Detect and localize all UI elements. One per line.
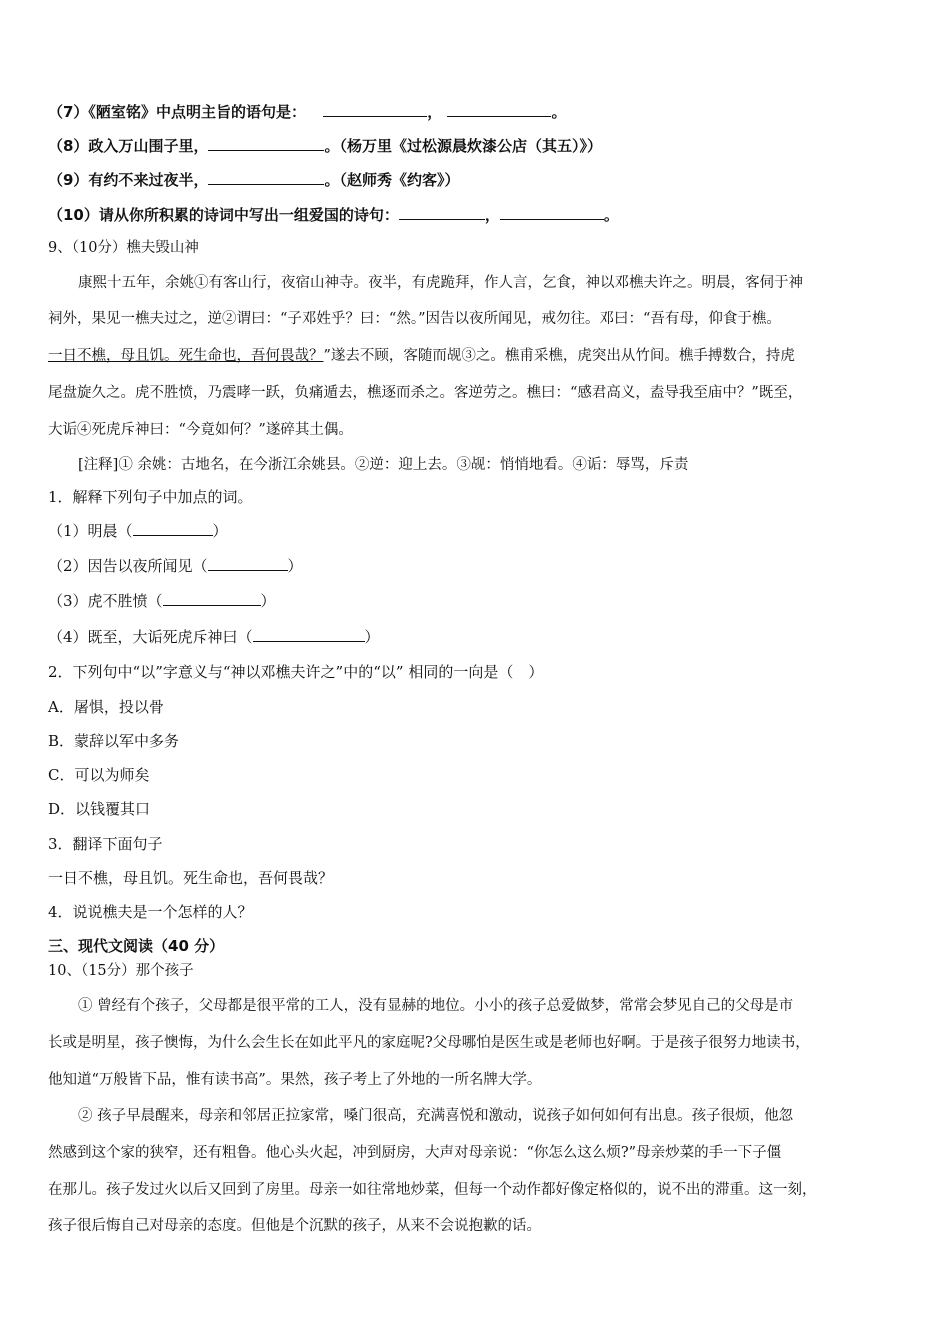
sub-question-3-title: 3．翻译下面句子 <box>48 835 163 853</box>
sub-question-1-item: （1）明晨（ ） <box>48 522 228 540</box>
question-8-label: （8）政入万山围子里， <box>48 137 209 155</box>
passage-line: 然感到这个家的狭窄，还有粗鲁。他心头火起，冲到厨房，大声对母亲说：“你怎么这么烦?”母亲炒菜的手一下子僵 <box>48 1145 782 1161</box>
separator: ， <box>484 206 500 224</box>
passage-line: 他知道“万般皆下品，惟有读书高”。果然，孩子考上了外地的一所名牌大学。 <box>48 1072 542 1088</box>
sub-question-4-title: 4．说说樵夫是一个怎样的人？ <box>48 903 253 921</box>
answer-blank[interactable] <box>447 102 551 117</box>
answer-blank[interactable] <box>208 136 324 151</box>
passage-line: 尾盘旋久之。虎不胜愤，乃震哮一跃，负痛遁去，樵逐而杀之。客逆劳之。樵曰：“感君高义，盍导我至庙中？”既至， <box>48 385 803 401</box>
sub-question-1-item: （3）虎不胜愤（ ） <box>48 592 276 610</box>
answer-blank[interactable] <box>208 556 288 571</box>
passage-line: ② 孩子早晨醒来，母亲和邻居正拉家常，嗓门很高，充满喜悦和激动，说孩子如何如何有出息。孩子很烦，他忽 <box>78 1108 794 1124</box>
sub-question-1-title: 1．解释下列句子中加点的词。 <box>48 488 253 506</box>
passage-line <box>48 346 795 366</box>
sub-question-1-item: （2）因告以夜所闻见（ ） <box>48 557 303 575</box>
question-10 <box>48 205 619 225</box>
answer-blank[interactable] <box>323 102 427 117</box>
option-d[interactable]: D．以钱覆其口 <box>48 800 151 818</box>
question-7 <box>48 102 566 122</box>
question-8 <box>48 136 602 156</box>
passage-line: ① 曾经有个孩子，父母都是很平常的工人，没有显赫的地位。小小的孩子总爱做梦，常常会梦见自己的父母是市 <box>78 998 794 1014</box>
annotation-note: [注释]① 余姚：古地名，在今浙江余姚县。②逆：迎上去。③觇：悄悄地看。④诟：辱骂，斥责 <box>78 457 689 473</box>
q10-heading: 10、（15分）那个孩子 <box>48 963 194 979</box>
section-3-heading: 三、现代文阅读（40 分） <box>48 937 225 955</box>
sub-question-2-title: 2．下列句中“以”字意义与“神以邓樵夫许之”中的“以” 相同的一向是（ ） <box>48 663 544 681</box>
answer-blank[interactable] <box>163 591 261 606</box>
option-c[interactable]: C．可以为师矣 <box>48 766 150 784</box>
passage-line: 康熙十五年，余姚①有客山行，夜宿山神寺。夜半，有虎跪拜，作人言，乞食，神以邓樵夫许之。明晨，客伺于神 <box>78 275 803 291</box>
question-9 <box>48 170 459 190</box>
sub-question-3-sentence: 一日不樵，母且饥。死生命也，吾何畏哉？ <box>48 869 334 887</box>
separator: ， <box>427 103 443 121</box>
question-10-label: （10）请从你所积累的诗词中写出一组爱国的诗句： <box>48 206 399 224</box>
question-9-source: 。（赵师秀《约客》） <box>324 171 460 189</box>
question-7-label: （7）《陋室铭》中点明主旨的语句是： <box>48 103 306 121</box>
answer-blank[interactable] <box>253 627 365 642</box>
q9-heading: 9、（10分）樵夫毁山神 <box>48 240 199 256</box>
passage-line: 在那儿。孩子发过火以后又回到了房里。母亲一如往常地炒菜，但每一个动作都好像定格似的，说不出的滞重。这一刻， <box>48 1182 817 1198</box>
end-punct: 。 <box>603 206 619 224</box>
end-punct: 。 <box>551 103 567 121</box>
question-8-source: 。（杨万里《过松源晨炊漆公店（其五）》） <box>324 137 602 155</box>
sub-question-1-item: （4）既至，大诟死虎斥神曰（ ） <box>48 628 380 646</box>
answer-blank[interactable] <box>133 521 213 536</box>
passage-line: 祠外，果见一樵夫过之，逆②谓曰：“子邓姓乎？曰：“然。”因告以夜所闻见，戒勿往。邓曰：“吾有母，仰食于樵。 <box>48 311 781 327</box>
passage-line: 长或是明星，孩子懊悔，为什么会生长在如此平凡的家庭呢?父母哪怕是医生或是老师也好啊。于是孩子很努力地读书， <box>48 1035 810 1051</box>
question-9-label: （9）有约不来过夜半， <box>48 171 209 189</box>
underlined-sentence: 一日不樵，母且饥。死生命也，吾何畏哉？ <box>48 348 324 364</box>
answer-blank[interactable] <box>208 170 324 185</box>
answer-blank[interactable] <box>500 205 604 220</box>
passage-line-rest: ”遂去不顾，客随而觇③之。樵甫采樵，虎突出从竹间。樵手搏数合，持虎 <box>323 348 795 364</box>
option-a[interactable]: A．屠惧，投以骨 <box>48 698 164 716</box>
option-b[interactable]: B．蒙辞以军中多务 <box>48 732 180 750</box>
answer-blank[interactable] <box>399 205 485 220</box>
passage-line: 大诟④死虎斥神曰：“今竟如何？”遂碎其土偶。 <box>48 422 353 438</box>
passage-line: 孩子很后悔自己对母亲的态度。但他是个沉默的孩子，从来不会说抱歉的话。 <box>48 1218 541 1234</box>
